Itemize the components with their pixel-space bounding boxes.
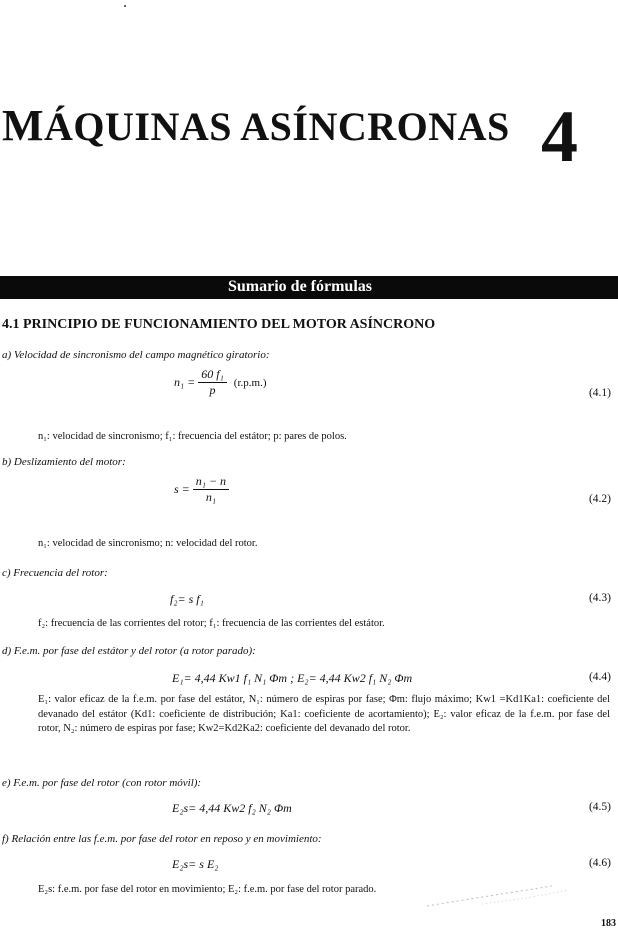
eq-4-1-lhs: n₁ = — [174, 375, 196, 389]
eq-number-4-3: (4.3) — [588, 592, 611, 604]
equation-4-3: f₂= s f₁ — [170, 592, 204, 606]
item-c-note: f₂: frecuencia de las corrientes del rotor; f₁: frecuencia de las corrientes del estátor. — [38, 618, 385, 629]
scan-smudge — [422, 880, 572, 910]
page-number: 183 — [601, 918, 616, 929]
equation-4-4: E₁= 4,44 Kw1 f₁ N₁ Φm ; E₂= 4,44 Kw2 f₁ N₂ Φm — [172, 671, 413, 685]
eq-4-1-fraction — [198, 367, 227, 398]
item-b-heading: b) Deslizamiento del motor: — [2, 456, 126, 468]
item-d-paragraph: E₁: valor eficaz de la f.e.m. por fase del estátor, N₁: número de espiras por fase; Φm: flujo máximo; Kw1 =Kd1Ka1: coeficiente del devanado del estátor (Kd1: coeficiente de distribución; Ka1: coeficiente de acortamiento); E₂: valor eficaz de la f.e.m. por fase del rotor, N₂: número de espiras por fase; Kw2=Kd2Ka2: coeficiente del devanado del rotor. — [38, 694, 610, 734]
item-f-note: E₂s: f.e.m. por fase del rotor en movimiento; E₂: f.e.m. por fase del rotor parado. — [38, 884, 377, 895]
eq-number-4-2: (4.2) — [588, 493, 611, 505]
equation-4-5: E₂s= 4,44 Kw2 f₂ N₂ Φm — [172, 801, 292, 815]
chapter-number: 4 — [541, 96, 578, 178]
eq-4-1-numerator: 60 f₁ — [198, 367, 227, 383]
item-a-note: n₁: velocidad de sincronismo; f₁: frecuencia del estátor; p: pares de polos. — [38, 431, 347, 442]
chapter-title — [2, 100, 510, 151]
eq-number-4-4: (4.4) — [588, 671, 611, 683]
eq-4-1-unit: (r.p.m.) — [233, 376, 267, 389]
formula-summary-banner — [0, 276, 618, 299]
eq-number-4-6: (4.6) — [588, 857, 611, 869]
banner-label: Sumario de fórmulas — [228, 278, 372, 295]
eq-number-4-1: (4.1) — [588, 387, 611, 399]
item-c-heading: c) Frecuencia del rotor: — [2, 567, 108, 579]
equation-4-6: E₂s= s E₂ — [172, 857, 219, 871]
scan-speck — [124, 5, 126, 7]
item-a-heading: a) Velocidad de sincronismo del campo magnético giratorio: — [2, 349, 270, 361]
equation-4-1 — [174, 367, 267, 398]
equation-4-2 — [174, 474, 229, 505]
eq-4-2-lhs: s = — [174, 482, 190, 496]
item-d-heading: d) F.e.m. por fase del estátor y del rotor (a rotor parado): — [2, 645, 256, 657]
eq-number-4-5: (4.5) — [588, 801, 611, 813]
item-b-note: n₁: velocidad de sincronismo; n: velocidad del rotor. — [38, 538, 258, 549]
eq-4-2-fraction — [193, 474, 229, 505]
section-heading: 4.1 PRINCIPIO DE FUNCIONAMIENTO DEL MOTOR ASÍNCRONO — [2, 317, 436, 332]
eq-4-2-numerator: n₁ − n — [193, 474, 229, 490]
item-e-heading: e) F.e.m. por fase del rotor (con rotor móvil): — [2, 777, 202, 789]
eq-4-2-denominator: n₁ — [205, 490, 216, 504]
chapter-title-rest: ÁQUINAS ASÍNCRONAS — [44, 104, 510, 149]
chapter-title-initial: M — [2, 101, 45, 150]
eq-4-1-denominator: p — [209, 383, 216, 397]
item-f-heading: f) Relación entre las f.e.m. por fase del rotor en reposo y en movimiento: — [2, 833, 322, 845]
